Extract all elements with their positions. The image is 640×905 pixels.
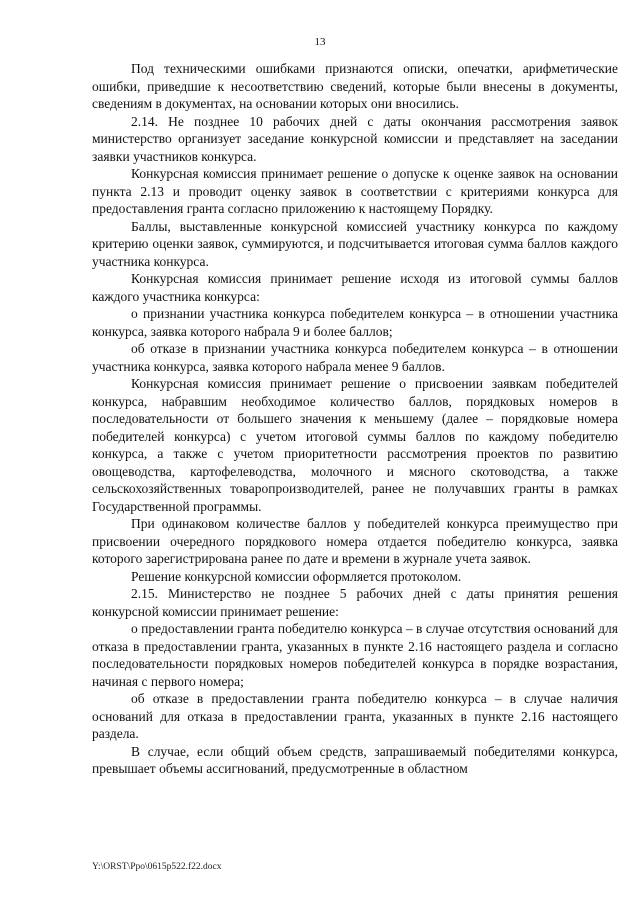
paragraph-grant-provision: о предоставлении гранта победителю конкурса – в случае отсутствия оснований для отказа в предоставлении гранта, указанных в пункте 2.16 настоящего раздела и согласно последовательности порядковых номеров победителей конкурса в порядке возрастания, начиная с первого номера; [92,621,618,689]
paragraph-winner-recognition: о признании участника конкурса победителем конкурса – в отношении участника конкурса, заявка которого набрала 9 и более баллов; [92,306,618,339]
document-body [92,60,618,778]
paragraph-technical-errors: Под техническими ошибками признаются описки, опечатки, арифметические ошибки, приведшие к несоответствию сведений, которые были внесены в документы, сведениям в документах, на основании которых они вносились. [92,61,618,111]
file-path-footer: Y:\ORST\Ppo\0615p522.f22.docx [92,862,222,872]
paragraph-winner-refusal: об отказе в признании участника конкурса победителем конкурса – в отношении участника конкурса, заявка которого набрала менее 9 баллов. [92,341,618,374]
paragraph-2-14: 2.14. Не позднее 10 рабочих дней с даты окончания рассмотрения заявок министерство организует заседание конкурсной комиссии и представляет на заседании заявки участников конкурса. [92,113,618,164]
paragraph-2-15: 2.15. Министерство не позднее 5 рабочих дней с даты принятия решения конкурсной комиссии принимает решение: [92,586,618,619]
paragraph-admission-decision: Конкурсная комиссия принимает решение о допуске к оценке заявок на основании пункта 2.13 и проводит оценку заявок в соответствии с критериями конкурса для предоставления гранта согласно приложению к настоящему Порядку. [92,166,618,216]
paragraph-decision-by-total: Конкурсная комиссия принимает решение исходя из итоговой суммы баллов каждого участника конкурса: [92,271,618,304]
paragraph-ordinal-numbers: Конкурсная комиссия принимает решение о присвоении заявкам победителей конкурса, набравшим необходимое количество баллов, порядковых номеров в последовательности от большего значения к меньшему (далее – порядковые номера победителей конкурса) с учетом итоговой суммы баллов по каждому победителю конкурса, а также с учетом приоритетности рассмотрения проектов по развитию овощеводства, картофелеводства, молочного и мясного скотоводства, а также сельскохозяйственных товаропроизводителей, ранее не получавших гранты в рамках Государственной программы. [92,376,618,514]
paragraph-funds-exceed: В случае, если общий объем средств, запрашиваемый победителями конкурса, превышает объемы ассигнований, предусмотренные в областном [92,743,618,776]
paragraph-grant-refusal: об отказе в предоставлении гранта победителю конкурса – в случае наличия оснований для отказа в предоставлении гранта, указанных в пункте 2.16 настоящего раздела. [92,691,618,741]
page-number: 13 [314,36,326,48]
paragraph-equal-points: При одинаковом количестве баллов у победителей конкурса преимущество при присвоении очередного порядкового номера отдается победителю конкурса, заявка которого зарегистрирована ранее по дате и времени в журнале учета заявок. [92,516,618,566]
paragraph-protocol: Решение конкурсной комиссии оформляется протоколом. [131,568,462,584]
paragraph-points-summed: Баллы, выставленные конкурсной комиссией участнику конкурса по каждому критерию оценки заявок, суммируются, и подсчитывается итоговая сумма баллов каждого участника конкурса. [92,218,618,269]
